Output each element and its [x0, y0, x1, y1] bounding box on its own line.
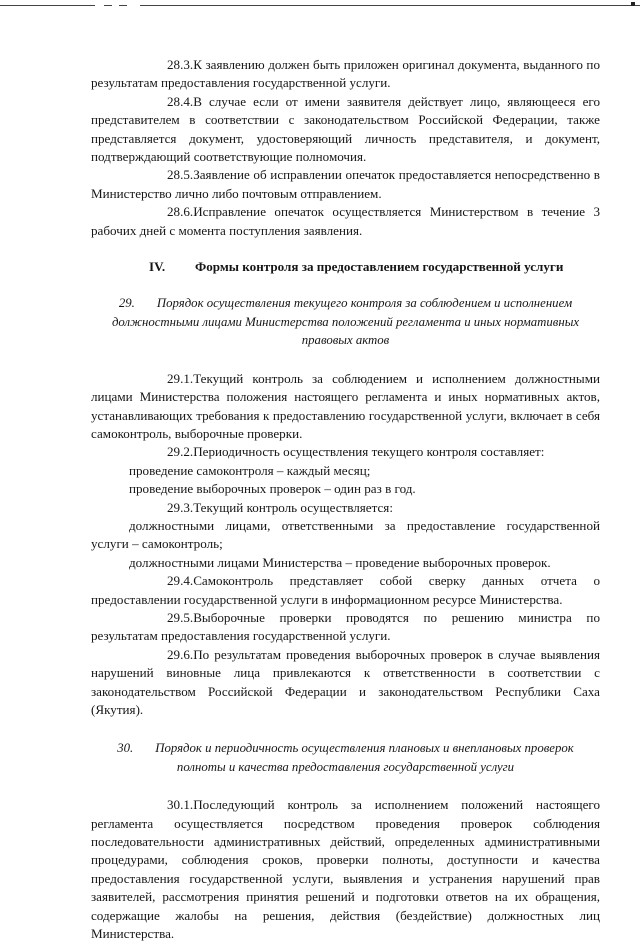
paragraph-28-4: 28.4.В случае если от имени заявителя действует лицо, являющееся его представителем в соответствии с законодательством Российской Федерации, также представляется документ, удостоверяющий личность представителя, и документ, подтверждающий соответствующие полномочия.	[91, 93, 600, 165]
subsection-30-heading: 30. Порядок и периодичность осуществления плановых и внеплановых проверок полноты и качества предоставления государственной услуги	[117, 741, 574, 774]
paragraph-29-6: 29.6.По результатам проведения выборочных проверок в случае выявления нарушений виновные лица привлекаются к ответственности в соответствии с законодательством Российской Федерации и законодательством Республики Саха (Якутия).	[91, 646, 600, 717]
scan-edge-line	[0, 5, 640, 7]
list-item: проведение выборочных проверок – один раз в год.	[129, 481, 416, 497]
paragraph-30-1: 30.1.Последующий контроль за исполнением положений настоящего регламента осуществляется посредством проведения проверок соблюдения последовательности административных действий, определенных административными процедурами, соблюдения сроков, проверки полноты, доступности и качества предоставления государственной услуги, выявления и устранения нарушений прав заявителей, рассмотрения принятия решений и подготовки ответов на их обращения, содержащие жалобы на решения, действия (бездействие) должностных лиц Министерства.	[91, 797, 600, 942]
section-heading: IV. Формы контроля за предоставлением государственной услуги	[149, 259, 564, 275]
list-item: проведение самоконтроля – каждый месяц;	[129, 462, 371, 478]
paragraph-28-3: 28.3.К заявлению должен быть приложен оригинал документа, выданного по результатам предоставления государственной услуги.	[91, 57, 600, 91]
paragraph-29-4: 29.4.Самоконтроль представляет собой сверку данных отчета о предоставлении государственной услуги в информационном ресурсе Министерства.	[91, 573, 600, 607]
list-item: должностными лицами, ответственными за предоставление государственной услуги – самоконтроль;	[91, 517, 600, 552]
paragraph-29-3: 29.3.Текущий контроль осуществляется:	[167, 499, 393, 515]
paragraph-29-2: 29.2.Периодичность осуществления текущего контроля составляет:	[167, 444, 545, 460]
list-item: должностными лицами Министерства – проведение выборочных проверок.	[129, 554, 551, 570]
paragraph-28-6: 28.6.Исправление опечаток осуществляется Министерством в течение 3 рабочих дней с момента поступления заявления.	[91, 204, 600, 238]
paragraph-29-1: 29.1.Текущий контроль за соблюдением и исполнением должностными лицами Министерства положения настоящего регламента и иных нормативных актов, устанавливающих требования к предоставлению государственной услуги, включает в себя самоконтроль, выборочные проверки.	[91, 370, 600, 441]
paragraph-29-5: 29.5.Выборочные проверки проводятся по решению министра по результатам предоставления государственной услуги.	[91, 609, 600, 644]
subsection-29-heading: 29. Порядок осуществления текущего контроля за соблюдением и исполнением должностными лицами Министерства положений регламента и иных нормативных правовых актов	[111, 296, 580, 348]
paragraph-28-5: 28.5.Заявление об исправлении опечаток предоставляется непосредственно в Министерство лично либо почтовым отправлением.	[91, 167, 600, 201]
document-page	[91, 56, 600, 943]
scan-corner-mark	[631, 2, 635, 6]
